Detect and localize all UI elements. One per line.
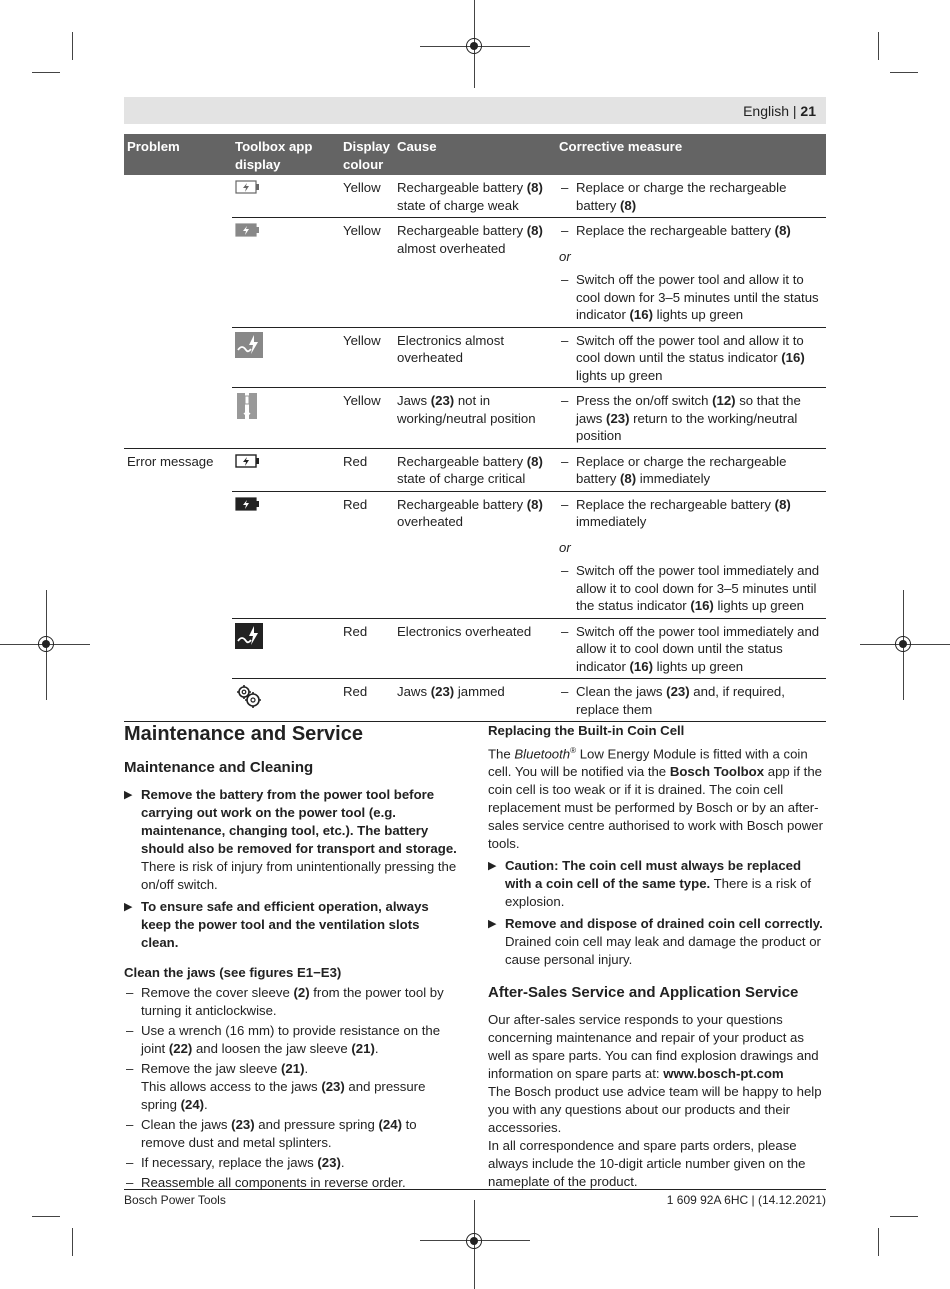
footer-article-number: 1 609 92A 6HC | (14.12.2021) xyxy=(666,1193,826,1207)
problem-cell xyxy=(124,388,232,449)
left-column xyxy=(124,722,460,1194)
battery-overheated-icon xyxy=(235,496,261,518)
measure-item: – Replace the rechargeable battery (8) xyxy=(559,222,823,240)
bullet-text: Drained coin cell may leak and damage the product or cause personal injury. xyxy=(505,934,821,968)
battery-warm-icon xyxy=(235,222,261,244)
app-display-cell xyxy=(232,618,340,679)
cause-cell: Rechargeable battery (8) almost overheated xyxy=(394,218,556,328)
crop-mark xyxy=(72,1228,73,1256)
bullet-text: There is a risk of explosion. xyxy=(505,876,812,910)
procedure-step: – Use a wrench (16 mm) to provide resistance on the joint (22) and loosen the jaw sleeve (21). xyxy=(124,1022,460,1058)
measure-item: – Clean the jaws (23) and, if required, replace them xyxy=(559,683,823,718)
text-run: Bosch Toolbox xyxy=(669,764,765,780)
corrective-measure-cell xyxy=(556,388,826,449)
coin-cell-paragraph xyxy=(488,742,826,853)
crop-mark xyxy=(890,1216,918,1217)
text-run: ® xyxy=(570,746,577,755)
safety-bullet xyxy=(488,857,826,911)
measure-item: – Replace or charge the rechargeable battery (8) immediately xyxy=(559,453,823,488)
registration-mark-icon xyxy=(895,636,911,652)
crop-mark xyxy=(32,1216,60,1217)
troubleshooting-table xyxy=(124,134,826,722)
electronics-overheated-icon xyxy=(235,623,261,645)
problem-cell: Error message xyxy=(127,453,214,469)
text-run: Our after-sales service responds to your questions concerning maintenance and repair of your product as well as spare parts. You can find explosion drawings and information on spare parts at: xyxy=(488,1012,819,1082)
column-header: Display colour xyxy=(340,134,394,175)
safety-bullet xyxy=(488,915,826,969)
website-link[interactable]: www.bosch-pt.com xyxy=(663,1066,784,1082)
subsection-title: Replacing the Built-in Coin Cell xyxy=(488,723,685,738)
bullet-text: There is risk of injury from unintentionally pressing the on/off switch. xyxy=(141,859,457,892)
column-header: Cause xyxy=(394,134,556,175)
procedure-step: – Remove the jaw sleeve (21). xyxy=(124,1060,460,1078)
cause-cell: Rechargeable battery (8) overheated xyxy=(394,491,556,618)
cause-cell: Electronics overheated xyxy=(394,618,556,679)
bullet-bold-text: Remove the battery from the power tool before carrying out work on the power tool (e.g. maintenance, changing tool, etc.). The battery should also be removed for transport and storage. xyxy=(141,787,457,856)
battery-critical-icon xyxy=(235,453,261,475)
procedure-note: This allows access to the jaws (23) and pressure spring (24). xyxy=(141,1079,426,1112)
problem-cell xyxy=(124,491,232,618)
service-paragraph: The Bosch product use advice team will be happy to help you with any questions about our products and their accessories. xyxy=(488,1084,822,1136)
corrective-measure-cell xyxy=(556,448,826,491)
measure-item: – Switch off the power tool immediately and allow it to cool down until the status indicator (16) lights up green xyxy=(559,623,823,676)
page-footer xyxy=(124,1189,826,1207)
footer-brand: Bosch Power Tools xyxy=(124,1193,226,1207)
table-row xyxy=(124,388,826,449)
safety-bullet xyxy=(124,786,460,894)
problem-cell xyxy=(124,679,232,722)
section-title: Maintenance and Service xyxy=(124,723,363,745)
procedure-step: – Clean the jaws (23) and pressure spring (24) to remove dust and metal splinters. xyxy=(124,1116,460,1152)
registration-mark-icon xyxy=(466,38,482,54)
procedure-step: – Reassemble all components in reverse order. xyxy=(124,1174,460,1192)
table-row xyxy=(124,448,826,491)
crop-mark xyxy=(890,72,918,73)
page-number: 21 xyxy=(800,103,816,119)
corrective-measure-cell xyxy=(556,327,826,388)
procedure-step: – If necessary, replace the jaws (23). xyxy=(124,1154,460,1172)
measure-item: – Switch off the power tool immediately and allow it to cool down for 3–5 minutes until the status indicator (16) lights up green xyxy=(559,562,823,615)
cause-cell: Jaws (23) jammed xyxy=(394,679,556,722)
service-paragraph xyxy=(488,1011,826,1083)
display-colour-cell: Yellow xyxy=(340,218,394,328)
table-row xyxy=(124,679,826,722)
corrective-measure-cell xyxy=(556,491,826,618)
text-run: The xyxy=(488,746,515,762)
or-separator: or xyxy=(559,539,571,555)
corrective-measure-cell xyxy=(556,218,826,328)
app-display-cell xyxy=(232,218,340,328)
display-colour-cell: Yellow xyxy=(340,327,394,388)
registration-mark-icon xyxy=(466,1233,482,1249)
display-colour-cell: Yellow xyxy=(340,175,394,218)
problem-cell xyxy=(124,218,232,328)
safety-bullet xyxy=(124,898,460,952)
crop-mark xyxy=(878,32,879,60)
electronics-warm-icon xyxy=(235,332,261,354)
display-colour-cell: Yellow xyxy=(340,388,394,449)
page-header xyxy=(124,97,826,124)
registration-mark-icon xyxy=(38,636,54,652)
text-run: Bluetooth xyxy=(514,746,571,762)
bullet-bold-text: Caution: The coin cell must always be replaced with a coin cell of the same type. xyxy=(505,858,802,892)
cause-cell: Rechargeable battery (8) state of charge critical xyxy=(394,448,556,491)
crop-mark xyxy=(72,32,73,60)
procedure-title: Clean the jaws (see figures E1−E3) xyxy=(124,965,342,980)
text-run: Low Energy Module is fitted with a coin cell. You will be notified via the xyxy=(488,746,808,780)
corrective-measure-cell xyxy=(556,618,826,679)
text-run: app if the coin cell is too weak or if it is drained. The coin cell replacement must be performed by Bosch or by an after-sales service centre authorised to work with Bosch power tools. xyxy=(488,764,823,852)
display-colour-cell: Red xyxy=(340,618,394,679)
service-paragraph: In all correspondence and spare parts orders, please always include the 10-digit article number given on the nameplate of the product. xyxy=(488,1138,806,1190)
table-header-row xyxy=(124,134,826,175)
column-header: Problem xyxy=(124,134,232,175)
language-label: English xyxy=(743,103,789,119)
table-row xyxy=(124,218,826,328)
table-row xyxy=(124,491,826,618)
procedure-step: – Remove the cover sleeve (2) from the power tool by turning it anticlockwise. xyxy=(124,984,460,1020)
gears-jammed-icon xyxy=(235,683,261,705)
cause-cell: Rechargeable battery (8) state of charge weak xyxy=(394,175,556,218)
problem-cell xyxy=(124,327,232,388)
problem-cell xyxy=(124,175,232,218)
page-number-label: English | 21 xyxy=(743,103,816,119)
table-row xyxy=(124,327,826,388)
column-header: Toolbox app display xyxy=(232,134,340,175)
display-colour-cell: Red xyxy=(340,679,394,722)
measure-item: – Press the on/off switch (12) so that the jaws (23) return to the working/neutral position xyxy=(559,392,823,445)
battery-weak-icon xyxy=(235,179,261,201)
app-display-cell xyxy=(232,388,340,449)
column-header: Corrective measure xyxy=(556,134,826,175)
table-row xyxy=(124,175,826,218)
measure-item: – Switch off the power tool and allow it to cool down for 3–5 minutes until the status indicator (16) lights up green xyxy=(559,271,823,324)
measure-item: – Replace or charge the rechargeable battery (8) xyxy=(559,179,823,214)
measure-item: – Switch off the power tool and allow it to cool down until the status indicator (16) lights up green xyxy=(559,332,823,385)
corrective-measure-cell xyxy=(556,175,826,218)
corrective-measure-cell xyxy=(556,679,826,722)
right-column xyxy=(488,722,826,1191)
app-display-cell xyxy=(232,491,340,618)
bullet-bold-text: Remove and dispose of drained coin cell correctly. xyxy=(505,916,823,932)
cause-cell: Jaws (23) not in working/neutral position xyxy=(394,388,556,449)
subsection-title: Maintenance and Cleaning xyxy=(124,759,314,776)
crop-mark xyxy=(878,1228,879,1256)
or-separator: or xyxy=(559,248,571,264)
cause-cell: Electronics almost overheated xyxy=(394,327,556,388)
app-display-cell xyxy=(232,448,340,491)
app-display-cell xyxy=(232,679,340,722)
app-display-cell xyxy=(232,327,340,388)
app-display-cell xyxy=(232,175,340,218)
table-row xyxy=(124,618,826,679)
display-colour-cell: Red xyxy=(340,491,394,618)
measure-item: – Replace the rechargeable battery (8) immediately xyxy=(559,496,823,531)
display-colour-cell: Red xyxy=(340,448,394,491)
problem-cell xyxy=(124,618,232,679)
jaws-position-icon xyxy=(235,392,261,414)
subsection-title: After-Sales Service and Application Service xyxy=(488,984,799,1002)
crop-mark xyxy=(32,72,60,73)
bullet-bold-text: To ensure safe and efficient operation, always keep the power tool and the ventilation slots clean. xyxy=(141,899,429,950)
